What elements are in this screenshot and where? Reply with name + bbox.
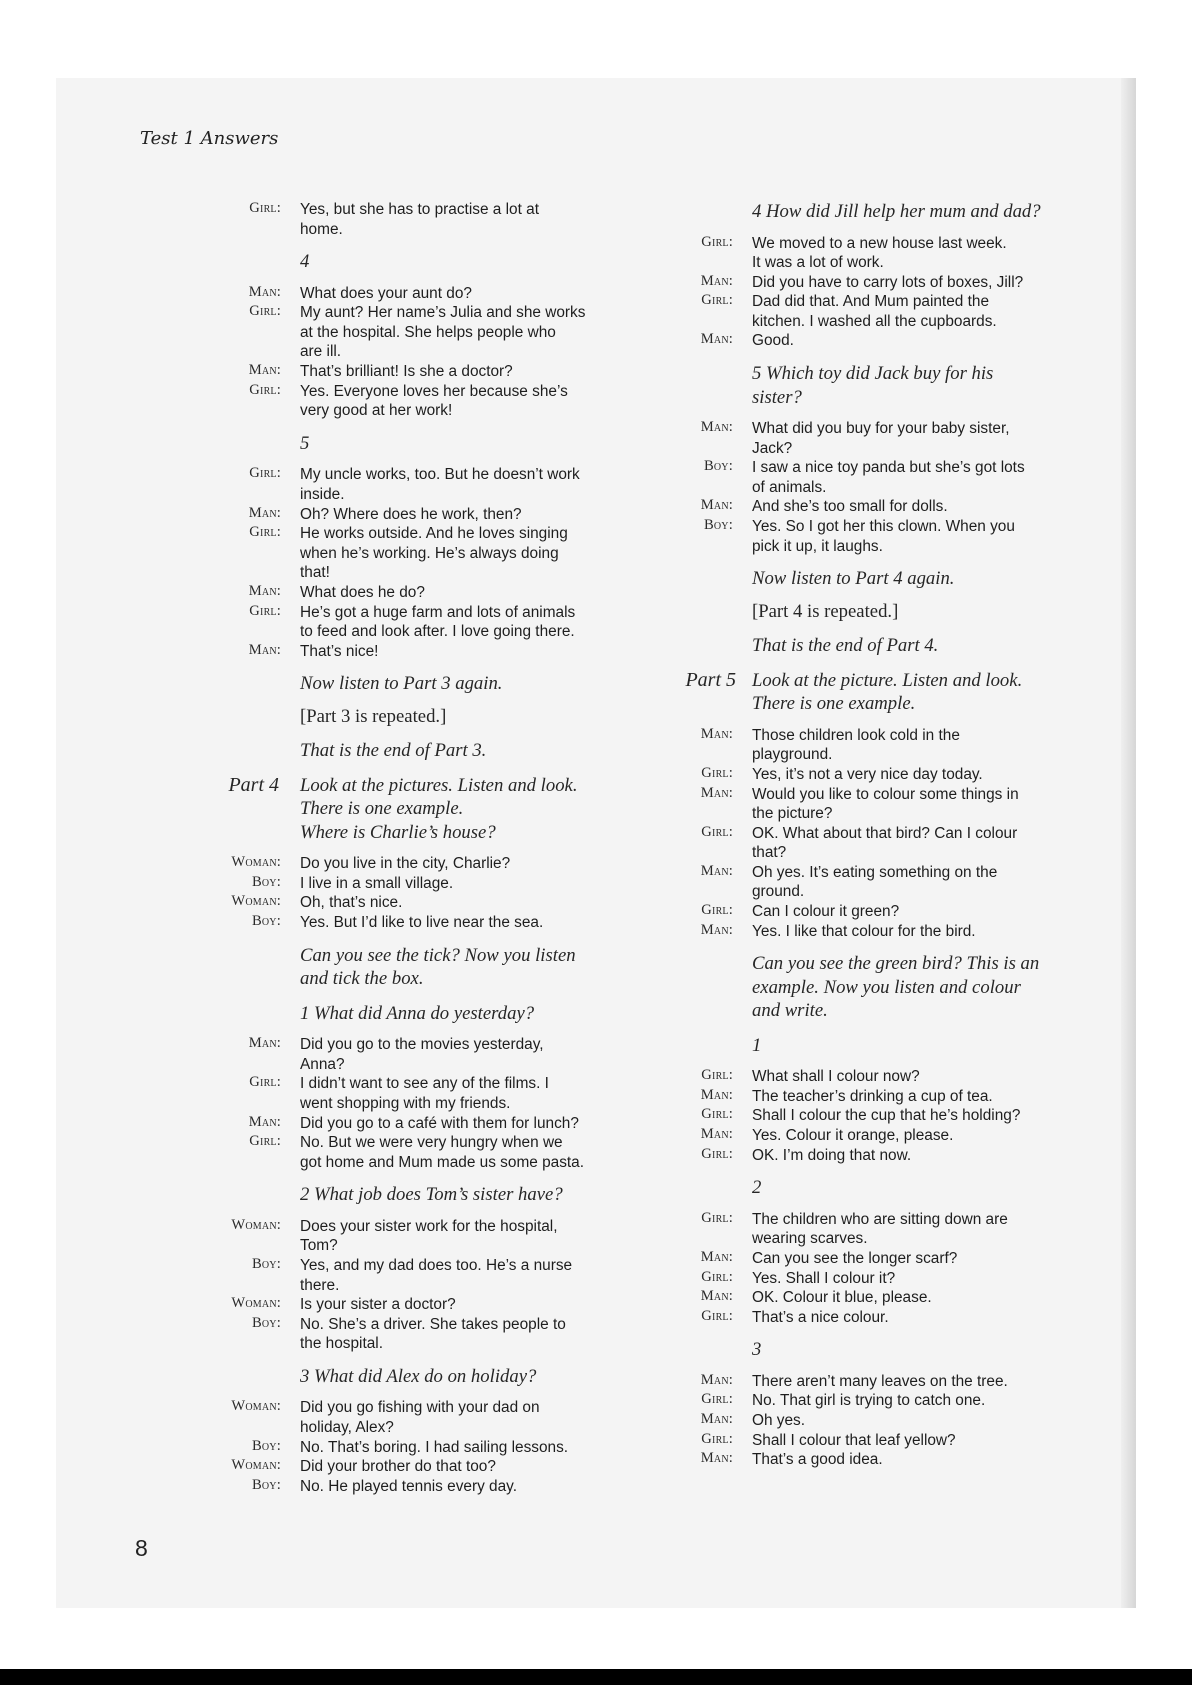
dialogue-text: Can you see the longer scarf? [752, 1249, 958, 1267]
speaker-label: Girl: [701, 902, 733, 919]
dialogue-text: Yes, and my dad does too. He’s a nurse there. [300, 1257, 573, 1294]
dialogue-line [231, 1295, 720, 1315]
dialogue-line [251, 1476, 720, 1497]
dialogue-text: That’s a good idea. [752, 1451, 883, 1469]
dialogue-line [700, 1410, 1172, 1431]
dialogue-text: That’s nice! [300, 642, 379, 660]
dialogue-line [701, 1307, 1172, 1328]
dialogue-line [248, 283, 720, 304]
dialogue-text: Did you have to carry lots of boxes, Jill? [752, 273, 1024, 291]
dialogue-line [700, 1288, 1172, 1308]
dialogue-text: Yes. Colour it orange, please. [752, 1127, 954, 1145]
dialogue-line [701, 823, 1172, 863]
speaker-label: Man: [700, 921, 733, 938]
dialogue-text: No. But we were very hungry when we got home and Mum made us some pasta. [300, 1134, 585, 1171]
speaker-label: Girl: [249, 465, 281, 482]
dialogue-line [251, 1256, 720, 1295]
part-label: Part 5 [685, 668, 736, 691]
speaker-label: Girl: [701, 1268, 733, 1285]
dialogue-line [700, 1086, 1172, 1107]
speaker-label: Man: [700, 1450, 733, 1467]
repeat-note: [Part 4 is repeated.] [752, 600, 899, 622]
speaker-label: Boy: [703, 517, 733, 534]
speaker-label: Woman: [231, 1398, 281, 1415]
repeat-note: [Part 3 is repeated.] [300, 705, 447, 727]
speaker-label: Man: [700, 331, 733, 348]
dialogue-line [700, 725, 1172, 765]
dialogue-text: Oh? Where does he work, then? [300, 505, 522, 523]
speaker-label: Girl: [249, 200, 281, 216]
dialogue-line [248, 582, 720, 603]
speaker-label: Girl: [701, 1307, 733, 1324]
instruction-text: 1 What did Anna do yesterday? [300, 1002, 535, 1024]
dialogue-line [248, 641, 720, 662]
dialogue-line [231, 854, 720, 874]
speaker-label: Boy: [251, 1314, 281, 1331]
dialogue-text: I live in a small village. [300, 874, 454, 892]
dialogue-text: Good. [752, 332, 794, 350]
dialogue-text: Yes. So I got her this clown. When you pick it up, it laughs. [752, 518, 1015, 555]
dialogue-line [248, 362, 720, 382]
dialogue-text: Does your sister work for the hospital, Tom? [300, 1217, 558, 1255]
dialogue-text: He works outside. And he loves singing when he’s working. He’s always doing that! [300, 525, 568, 582]
bottom-border [0, 1669, 1192, 1685]
instruction-text: Can you see the tick? Now you listen and tick the box. [300, 944, 576, 990]
dialogue-text: Yes, it’s not a very nice day today. [752, 765, 983, 783]
dialogue-line [249, 1074, 720, 1113]
speaker-label: Girl: [701, 1106, 733, 1123]
instruction-text: Now listen to Part 3 again. [300, 673, 503, 695]
speaker-label: Boy: [703, 458, 733, 475]
dialogue-line [701, 1145, 1172, 1166]
speaker-label: Man: [700, 862, 733, 879]
dialogue-text: Did you go fishing with your dad on holiday, Alex? [300, 1399, 540, 1437]
speaker-label: Girl: [701, 1209, 733, 1226]
speaker-label: Boy: [251, 1476, 281, 1493]
speaker-label: Man: [248, 283, 281, 300]
dialogue-text: Can I colour it green? [752, 903, 900, 921]
dialogue-text: Yes. I like that colour for the bird. [752, 922, 976, 940]
question-number: 3 [752, 1339, 762, 1361]
speaker-label: Man: [700, 1410, 733, 1427]
speaker-label: Man: [700, 725, 733, 742]
dialogue-line [231, 1398, 720, 1437]
dialogue-line [249, 303, 720, 362]
dialogue-text: The children who are sitting down are wearing scarves. [752, 1210, 1008, 1248]
dialogue-line [231, 893, 720, 913]
left-column [228, 200, 720, 1496]
dialogue-text: No. That’s boring. I had sailing lessons. [300, 1438, 569, 1456]
dialogue-text: There aren’t many leaves on the tree. [752, 1372, 1008, 1390]
speaker-label: Man: [248, 1113, 281, 1130]
dialogue-text: What shall I colour now? [752, 1068, 920, 1086]
speaker-label: Boy: [251, 1256, 281, 1272]
dialogue-line [701, 764, 1172, 785]
speaker-label: Woman: [231, 1295, 281, 1312]
dialogue-line [701, 1430, 1172, 1451]
dialogue-line [700, 1126, 1172, 1146]
speaker-label: Girl: [249, 602, 281, 619]
dialogue-line [700, 497, 1172, 517]
speaker-label: Boy: [251, 913, 281, 930]
speaker-label: Girl: [701, 233, 733, 250]
speaker-label: Man: [248, 504, 281, 521]
instruction-text: Can you see the green bird? This is an example. Now you listen and colour and write. [752, 953, 1040, 1022]
dialogue-line [703, 458, 1172, 497]
dialogue-text: My aunt? Her name’s Julia and she works at the hospital. She helps people who are ill. [300, 304, 586, 361]
instruction-text: 2 What job does Tom’s sister have? [300, 1184, 563, 1206]
dialogue-line [700, 272, 1172, 293]
dialogue-line [248, 1113, 720, 1134]
dialogue-text: Oh yes. It’s eating something on the ground. [752, 863, 998, 901]
speaker-label: Man: [248, 1035, 281, 1052]
dialogue-text: Oh, that’s nice. [300, 894, 403, 912]
speaker-label: Girl: [249, 524, 281, 541]
dialogue-line [251, 913, 720, 933]
dialogue-text: No. That girl is trying to catch one. [752, 1392, 986, 1410]
dialogue-line [701, 233, 1172, 273]
dialogue-line [248, 1035, 720, 1074]
dialogue-line [700, 419, 1172, 458]
speaker-label: Boy: [251, 1437, 281, 1454]
dialogue-text: Oh yes. [752, 1411, 806, 1429]
dialogue-text: That’s brilliant! Is she a doctor? [300, 363, 513, 381]
dialogue-text: Did you go to a café with them for lunch? [300, 1114, 579, 1132]
instruction-text: 4 How did Jill help her mum and dad? [752, 201, 1041, 222]
speaker-label: Man: [700, 272, 733, 289]
dialogue-text: Shall I colour the cup that he’s holding? [752, 1107, 1021, 1125]
speaker-label: Girl: [249, 303, 281, 320]
dialogue-text: Did your brother do that too? [300, 1458, 496, 1476]
dialogue-line [251, 1437, 720, 1458]
part-heading: Part 5 Look at the picture. Listen and look. There is one example. [685, 668, 1023, 715]
dialogue-text: That’s a nice colour. [752, 1308, 889, 1326]
right-column [685, 200, 1172, 1470]
dialogue-line [701, 1067, 1172, 1087]
dialogue-line [701, 1268, 1172, 1289]
question-number: 5 [300, 432, 310, 454]
speaker-label: Man: [248, 362, 281, 379]
dialogue-text: We moved to a new house last week. It was a lot of work. [752, 234, 1007, 272]
dialogue-line [231, 1216, 720, 1256]
speaker-label: Woman: [231, 1216, 281, 1233]
dialogue-text: OK. What about that bird? Can I colour that? [752, 824, 1018, 862]
speaker-label: Man: [700, 1288, 733, 1305]
dialogue-line [249, 524, 720, 583]
dialogue-line [701, 1209, 1172, 1249]
instruction-text: 5 Which toy did Jack buy for his sister? [752, 363, 994, 408]
speaker-label: Man: [700, 419, 733, 436]
dialogue-text: And she’s too small for dolls. [752, 498, 948, 516]
dialogue-text: What does he do? [300, 583, 425, 601]
dialogue-text: Those children look cold in the playground. [752, 726, 960, 764]
dialogue-line [249, 200, 720, 239]
instruction-text: Now listen to Part 4 again. [752, 568, 955, 590]
speaker-label: Girl: [701, 1145, 733, 1162]
dialogue-line [249, 602, 720, 642]
question-number: 4 [300, 251, 310, 273]
speaker-label: Boy: [251, 873, 281, 890]
dialogue-line [700, 1450, 1172, 1470]
dialogue-text: Yes, but she has to practise a lot at home. [300, 201, 539, 238]
speaker-label: Girl: [249, 381, 281, 398]
dialogue-text: Dad did that. And Mum painted the kitchen. I washed all the cupboards. [752, 293, 997, 330]
dialogue-text: The teacher’s drinking a cup of tea. [752, 1087, 993, 1105]
speaker-label: Girl: [249, 1074, 281, 1091]
dialogue-text: No. She’s a driver. She takes people to the hospital. [300, 1315, 566, 1353]
dialogue-line [249, 465, 720, 504]
speaker-label: Girl: [249, 1133, 281, 1150]
dialogue-line [700, 331, 1172, 351]
speaker-label: Woman: [231, 1457, 281, 1474]
speaker-label: Girl: [701, 823, 733, 840]
dialogue-text: Yes. Shall I colour it? [752, 1269, 896, 1287]
part-heading: Part 4 Look at the pictures. Listen and look. There is one example. Where is Charlie’s house? [228, 773, 578, 843]
dialogue-text: Did you go to the movies yesterday, Anna? [300, 1036, 544, 1073]
dialogue-text: Do you live in the city, Charlie? [300, 855, 511, 873]
instruction-text: 3 What did Alex do on holiday? [300, 1365, 537, 1387]
dialogue-line [251, 873, 720, 894]
dialogue-line [701, 292, 1172, 331]
dialogue-line [700, 784, 1172, 824]
dialogue-text: No. He played tennis every day. [300, 1477, 518, 1495]
dialogue-text: What did you buy for your baby sister, Jack? [752, 420, 1010, 457]
part-label: Part 4 [228, 773, 279, 796]
speaker-label: Girl: [701, 1391, 733, 1408]
instruction-text: That is the end of Part 3. [300, 740, 487, 762]
dialogue-text: I saw a nice toy panda but she’s got lots of animals. [752, 459, 1025, 496]
question-number: 2 [752, 1177, 762, 1199]
speaker-label: Girl: [701, 1067, 733, 1084]
dialogue-text: Would you like to colour some things in the picture? [752, 785, 1019, 823]
speaker-label: Man: [700, 784, 733, 801]
dialogue-line [703, 517, 1172, 556]
dialogue-text: Yes. Everyone loves her because she’s very good at her work! [300, 382, 568, 420]
dialogue-text: Is your sister a doctor? [300, 1296, 456, 1314]
dialogue-line [700, 1371, 1172, 1392]
dialogue-text: What does your aunt do? [300, 284, 472, 302]
speaker-label: Girl: [701, 292, 733, 309]
speaker-label: Girl: [701, 1430, 733, 1447]
dialogue-line [251, 1314, 720, 1354]
dialogue-text: He’s got a huge farm and lots of animals to feed and look after. I love going there. [300, 603, 576, 641]
speaker-label: Woman: [231, 854, 281, 871]
speaker-label: Man: [700, 497, 733, 514]
speaker-label: Man: [248, 582, 281, 599]
dialogue-text: Shall I colour that leaf yellow? [752, 1431, 956, 1449]
speaker-label: Man: [700, 1126, 733, 1143]
dialogue-text: I didn’t want to see any of the films. I went shopping with my friends. [300, 1075, 549, 1112]
dialogue-line [701, 1391, 1172, 1411]
dialogue-line [249, 381, 720, 421]
dialogue-line [700, 862, 1172, 902]
dialogue-line [249, 1133, 720, 1172]
dialogue-text: Yes. But I’d like to live near the sea. [300, 914, 544, 932]
dialogue-text: OK. Colour it blue, please. [752, 1289, 932, 1307]
dialogue-line [701, 902, 1172, 922]
running-header: Test 1 Answers [140, 128, 279, 149]
speaker-label: Girl: [701, 764, 733, 781]
dialogue-text: My uncle works, too. But he doesn’t work inside. [300, 466, 580, 503]
dialogue-line [700, 921, 1172, 942]
speaker-label: Woman: [231, 893, 281, 910]
speaker-label: Man: [700, 1371, 733, 1388]
page-number: 8 [135, 1535, 148, 1561]
speaker-label: Man: [248, 641, 281, 658]
dialogue-line [700, 1248, 1172, 1269]
dialogue-line [701, 1106, 1172, 1126]
dialogue-line [248, 504, 720, 525]
instruction-text: That is the end of Part 4. [752, 635, 939, 657]
speaker-label: Man: [700, 1248, 733, 1265]
dialogue-line [231, 1457, 720, 1477]
speaker-label: Man: [700, 1086, 733, 1103]
dialogue-text: OK. I’m doing that now. [752, 1146, 912, 1164]
question-number: 1 [752, 1034, 762, 1056]
